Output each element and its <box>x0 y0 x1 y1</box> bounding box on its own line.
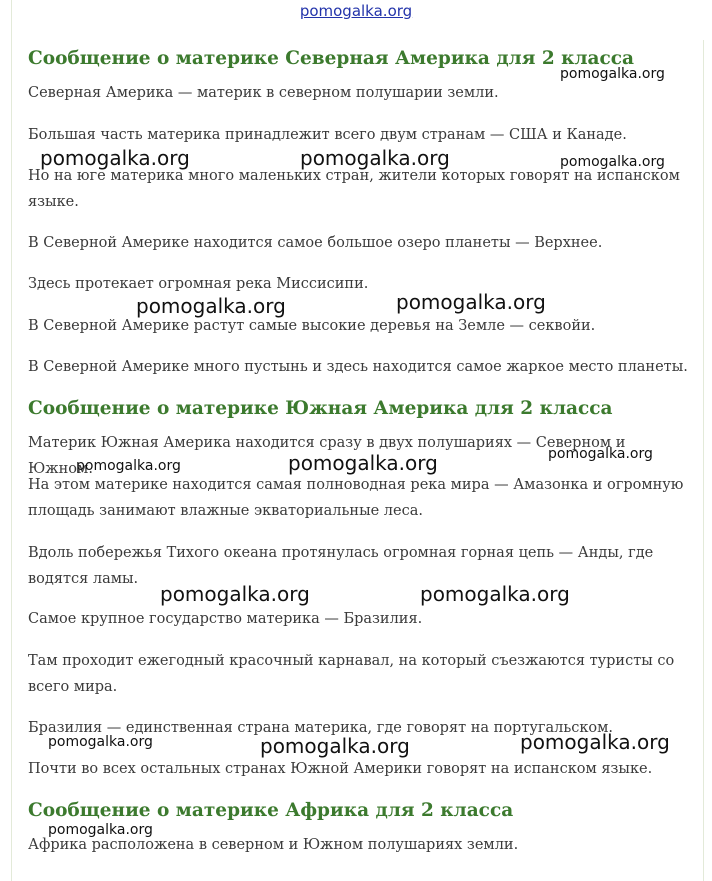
paragraph: Материк Южная Америка находится сразу в двух полушариях — Северном и Южном. <box>28 435 626 477</box>
watermark: pomogalka.org <box>288 451 438 475</box>
watermark: pomogalka.org <box>260 734 410 758</box>
watermark: pomogalka.org <box>48 734 153 750</box>
paragraph: В Северной Америке растут самые высокие деревья на Земле — секвойи. <box>28 318 596 334</box>
paragraph: В Северной Америке много пустынь и здесь находится самое жаркое место планеты. <box>28 359 688 375</box>
watermark: pomogalka.org <box>40 146 190 170</box>
watermark: pomogalka.org <box>548 446 653 462</box>
site-header-link[interactable]: pomogalka.org <box>299 2 413 20</box>
watermark: pomogalka.org <box>520 730 670 754</box>
paragraph: Вдоль побережья Тихого океана протянулась огромная горная цепь — Анды, где водятся ламы. <box>28 545 654 587</box>
watermark: pomogalka.org <box>136 294 286 318</box>
paragraph: Здесь протекает огромная река Миссисипи. <box>28 276 369 292</box>
watermark: pomogalka.org <box>48 822 153 838</box>
right-border-line <box>703 40 704 881</box>
paragraph: Бразилия — единственная страна материка, где говорят на португальском. <box>28 720 614 736</box>
watermark: pomogalka.org <box>420 582 570 606</box>
paragraph: Африка расположена в северном и Южном полушариях земли. <box>28 837 519 853</box>
watermark: pomogalka.org <box>396 290 546 314</box>
paragraph: Большая часть материка принадлежит всего двум странам — США и Канаде. <box>28 127 627 143</box>
heading-south-america: Сообщение о материке Южная Америка для 2 класса <box>28 398 613 419</box>
paragraph: Почти во всех остальных странах Южной Америки говорят на испанском языке. <box>28 761 653 777</box>
heading-africa: Сообщение о материке Африка для 2 класса <box>28 800 514 821</box>
heading-north-america: Сообщение о материке Северная Америка для 2 класса <box>28 48 635 69</box>
watermark: pomogalka.org <box>76 458 181 474</box>
paragraph: Северная Америка — материк в северном полушарии земли. <box>28 85 499 101</box>
watermark: pomogalka.org <box>560 154 665 170</box>
watermark: pomogalka.org <box>160 582 310 606</box>
paragraph: На этом материке находится самая полноводная река мира — Амазонка и огромную площадь занимают влажные экваториальные леса. <box>28 477 684 519</box>
paragraph: В Северной Америке находится самое большое озеро планеты — Верхнее. <box>28 235 603 251</box>
paragraph: Там проходит ежегодный красочный карнавал, на который съезжаются туристы со всего мира. <box>28 653 675 695</box>
watermark: pomogalka.org <box>560 66 665 82</box>
paragraph: Но на юге материка много маленьких стран, жители которых говорят на испанском языке. <box>28 168 680 210</box>
left-border-line <box>11 0 12 881</box>
watermark: pomogalka.org <box>300 146 450 170</box>
paragraph: Самое крупное государство материка — Бразилия. <box>28 611 423 627</box>
